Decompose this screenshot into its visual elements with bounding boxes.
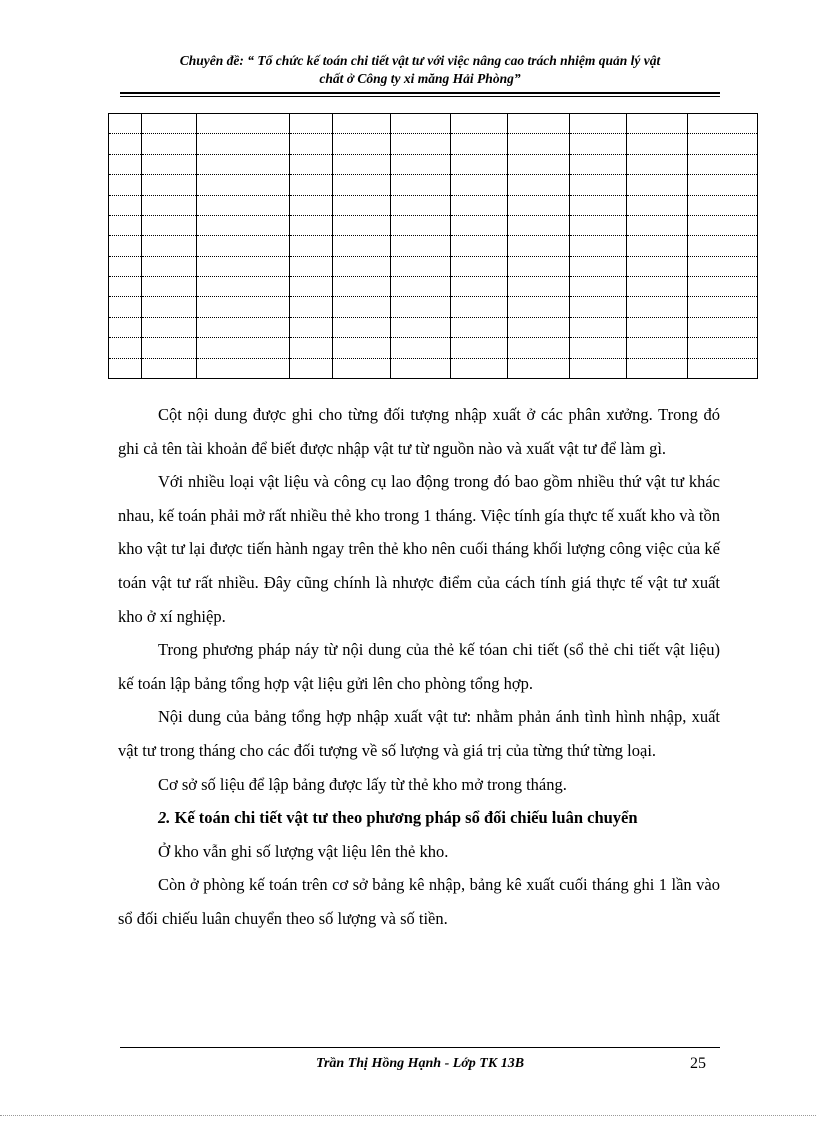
header-rule-thin: [120, 96, 720, 97]
table-cell: [451, 358, 508, 379]
table-cell: [391, 114, 451, 134]
table-cell: [627, 297, 688, 317]
table-row: [109, 154, 758, 174]
table-cell: [142, 358, 197, 379]
table-row: [109, 175, 758, 195]
table-cell: [197, 195, 290, 215]
table-cell: [688, 277, 758, 297]
paragraph: Với nhiều loại vật liệu và công cụ lao động trong đó bao gồm nhiều thứ vật tư khác nhau, kế toán phải mở rất nhiều thẻ kho trong 1 tháng. Việc tính gía thực tế xuất kho và tồn kho vật tư lại được tiến hành ngay trên thẻ kho nên cuối tháng khối lượng công việc của kế toán vật tư rất nhiều. Đây cũng chính là nhược điểm của cách tính giá thực tế vật tư xuất kho ở xí nghiệp.: [118, 472, 720, 626]
table-cell: [109, 358, 142, 379]
table-cell: [333, 195, 391, 215]
table-cell: [627, 277, 688, 297]
table-cell: [142, 215, 197, 235]
table-cell: [508, 338, 570, 358]
table-cell: [508, 297, 570, 317]
table-cell: [142, 338, 197, 358]
table-cell: [197, 215, 290, 235]
table-cell: [333, 317, 391, 337]
table-row: [109, 317, 758, 337]
table-cell: [391, 277, 451, 297]
paragraph: Ở kho vẫn ghi số lượng vật liệu lên thẻ kho.: [158, 841, 449, 861]
table-cell: [451, 114, 508, 134]
table-cell: [290, 317, 333, 337]
table-cell: [290, 277, 333, 297]
table-cell: [290, 154, 333, 174]
section-heading-text: Kế toán chi tiết vật tư theo phương pháp sổ đối chiếu luân chuyển: [170, 808, 638, 828]
empty-ledger-table: [108, 113, 758, 379]
table-cell: [570, 277, 627, 297]
footer-rule: [120, 1047, 720, 1048]
section-heading: [118, 801, 720, 835]
table-cell: [570, 195, 627, 215]
table-cell: [197, 134, 290, 154]
table-cell: [451, 195, 508, 215]
footer-author: Trần Thị Hồng Hạnh - Lớp TK 13B: [315, 1056, 525, 1071]
table-cell: [290, 358, 333, 379]
table-row: [109, 358, 758, 379]
table-cell: [688, 175, 758, 195]
table-cell: [142, 256, 197, 276]
table-cell: [508, 195, 570, 215]
table-cell: [391, 338, 451, 358]
table-cell: [508, 154, 570, 174]
table-cell: [197, 256, 290, 276]
table-cell: [142, 134, 197, 154]
header-line-2: chất ở Công ty xi măng Hải Phòng”: [319, 71, 521, 86]
table-cell: [508, 236, 570, 256]
table-cell: [508, 317, 570, 337]
table-cell: [333, 338, 391, 358]
paragraph: Nội dung của bảng tổng hợp nhập xuất vật tư: nhằm phản ánh tình hình nhập, xuất vật tư trong tháng cho các đối tượng về số lượng và giá trị của từng thứ từng loại.: [118, 707, 720, 760]
table-row: [109, 134, 758, 154]
table-cell: [688, 215, 758, 235]
table-cell: [451, 134, 508, 154]
table-cell: [688, 338, 758, 358]
table-cell: [197, 338, 290, 358]
document-header: [100, 52, 740, 88]
table-cell: [197, 358, 290, 379]
table-cell: [570, 114, 627, 134]
table-cell: [197, 317, 290, 337]
table-cell: [688, 195, 758, 215]
table-cell: [109, 256, 142, 276]
table-row: [109, 297, 758, 317]
table-cell: [290, 114, 333, 134]
table-cell: [451, 277, 508, 297]
table-cell: [142, 175, 197, 195]
table-cell: [688, 114, 758, 134]
table-cell: [570, 134, 627, 154]
section-heading-number: 2.: [158, 808, 171, 828]
table-cell: [109, 277, 142, 297]
table-row: [109, 195, 758, 215]
table-cell: [570, 297, 627, 317]
body-text: [118, 398, 720, 936]
table-cell: [142, 297, 197, 317]
table-row: [109, 236, 758, 256]
table-cell: [627, 134, 688, 154]
table-cell: [142, 277, 197, 297]
table-cell: [688, 134, 758, 154]
table-cell: [333, 256, 391, 276]
table-cell: [333, 297, 391, 317]
table-cell: [508, 134, 570, 154]
table-cell: [290, 236, 333, 256]
table-cell: [142, 317, 197, 337]
table-cell: [451, 215, 508, 235]
table-cell: [333, 134, 391, 154]
table-cell: [109, 114, 142, 134]
table-cell: [570, 236, 627, 256]
table-cell: [391, 154, 451, 174]
table-cell: [570, 358, 627, 379]
table-cell: [333, 358, 391, 379]
table-row: [109, 338, 758, 358]
table-cell: [508, 256, 570, 276]
table-cell: [333, 154, 391, 174]
table-cell: [197, 236, 290, 256]
table-cell: [290, 195, 333, 215]
table-cell: [333, 236, 391, 256]
table-cell: [197, 297, 290, 317]
table-cell: [290, 338, 333, 358]
table-cell: [508, 277, 570, 297]
table-cell: [570, 256, 627, 276]
table-cell: [197, 277, 290, 297]
table-cell: [333, 277, 391, 297]
table-cell: [109, 154, 142, 174]
table-cell: [570, 175, 627, 195]
table-cell: [391, 134, 451, 154]
table-cell: [627, 338, 688, 358]
table-cell: [290, 134, 333, 154]
table-cell: [570, 215, 627, 235]
table-cell: [142, 114, 197, 134]
table-cell: [109, 215, 142, 235]
table-cell: [333, 114, 391, 134]
table-cell: [290, 215, 333, 235]
table-cell: [451, 236, 508, 256]
table-cell: [391, 256, 451, 276]
header-line-1: Chuyên đề: “ Tổ chức kế toán chi tiết vật tư với việc nâng cao trách nhiệm quản lý vật: [179, 53, 661, 68]
table-cell: [391, 175, 451, 195]
table-cell: [109, 338, 142, 358]
table-cell: [109, 175, 142, 195]
table-cell: [451, 297, 508, 317]
header-rule-thick: [120, 92, 720, 94]
table-cell: [391, 215, 451, 235]
table-cell: [290, 256, 333, 276]
table-cell: [451, 317, 508, 337]
table-cell: [627, 358, 688, 379]
table-cell: [391, 297, 451, 317]
table-cell: [333, 175, 391, 195]
table-cell: [391, 317, 451, 337]
table-cell: [508, 215, 570, 235]
table-cell: [627, 154, 688, 174]
table-cell: [451, 175, 508, 195]
table-cell: [109, 297, 142, 317]
paragraph: Cơ sở số liệu để lập bảng được lấy từ thẻ kho mở trong tháng.: [158, 774, 567, 794]
table-cell: [688, 154, 758, 174]
table-cell: [197, 154, 290, 174]
table-cell: [290, 297, 333, 317]
table-cell: [627, 114, 688, 134]
table-cell: [688, 297, 758, 317]
table-cell: [109, 317, 142, 337]
table-cell: [391, 358, 451, 379]
table-row: [109, 256, 758, 276]
table-cell: [391, 195, 451, 215]
table-cell: [627, 317, 688, 337]
table-cell: [508, 175, 570, 195]
page-number: 25: [690, 1055, 706, 1072]
table-cell: [290, 175, 333, 195]
paragraph: Trong phương pháp náy từ nội dung của thẻ kế tóan chi tiết (sổ thẻ chi tiết vật liệu) kế toán lập bảng tổng hợp vật liệu gửi lên cho phòng tổng hợp.: [118, 640, 720, 693]
table-cell: [627, 175, 688, 195]
table-cell: [451, 154, 508, 174]
table-row: [109, 277, 758, 297]
table-cell: [142, 236, 197, 256]
table-cell: [197, 175, 290, 195]
table-cell: [688, 317, 758, 337]
table-cell: [333, 215, 391, 235]
table-cell: [688, 358, 758, 379]
table-cell: [142, 195, 197, 215]
table-cell: [451, 338, 508, 358]
table-cell: [627, 195, 688, 215]
table-cell: [109, 134, 142, 154]
page-border: [0, 1115, 816, 1116]
table-cell: [508, 114, 570, 134]
table-cell: [142, 154, 197, 174]
table-cell: [197, 114, 290, 134]
paragraph: Cột nội dung được ghi cho từng đối tượng nhập xuất ở các phân xưởng. Trong đó ghi cả tên tài khoản để biết được nhập vật tư từ nguồn nào và xuất vật tư để làm gì.: [118, 405, 720, 458]
table-cell: [109, 236, 142, 256]
table-cell: [688, 236, 758, 256]
table-cell: [508, 358, 570, 379]
table-cell: [688, 256, 758, 276]
table-cell: [627, 236, 688, 256]
table-cell: [570, 338, 627, 358]
table-cell: [391, 236, 451, 256]
table-cell: [570, 317, 627, 337]
table-cell: [109, 195, 142, 215]
table-cell: [451, 256, 508, 276]
table-cell: [627, 215, 688, 235]
paragraph: Còn ở phòng kế toán trên cơ sở bảng kê nhập, bảng kê xuất cuối tháng ghi 1 lần vào sổ đối chiếu luân chuyển theo số lượng và số tiền.: [118, 875, 720, 928]
table-cell: [570, 154, 627, 174]
table-row: [109, 215, 758, 235]
table-cell: [627, 256, 688, 276]
table-row: [109, 114, 758, 134]
